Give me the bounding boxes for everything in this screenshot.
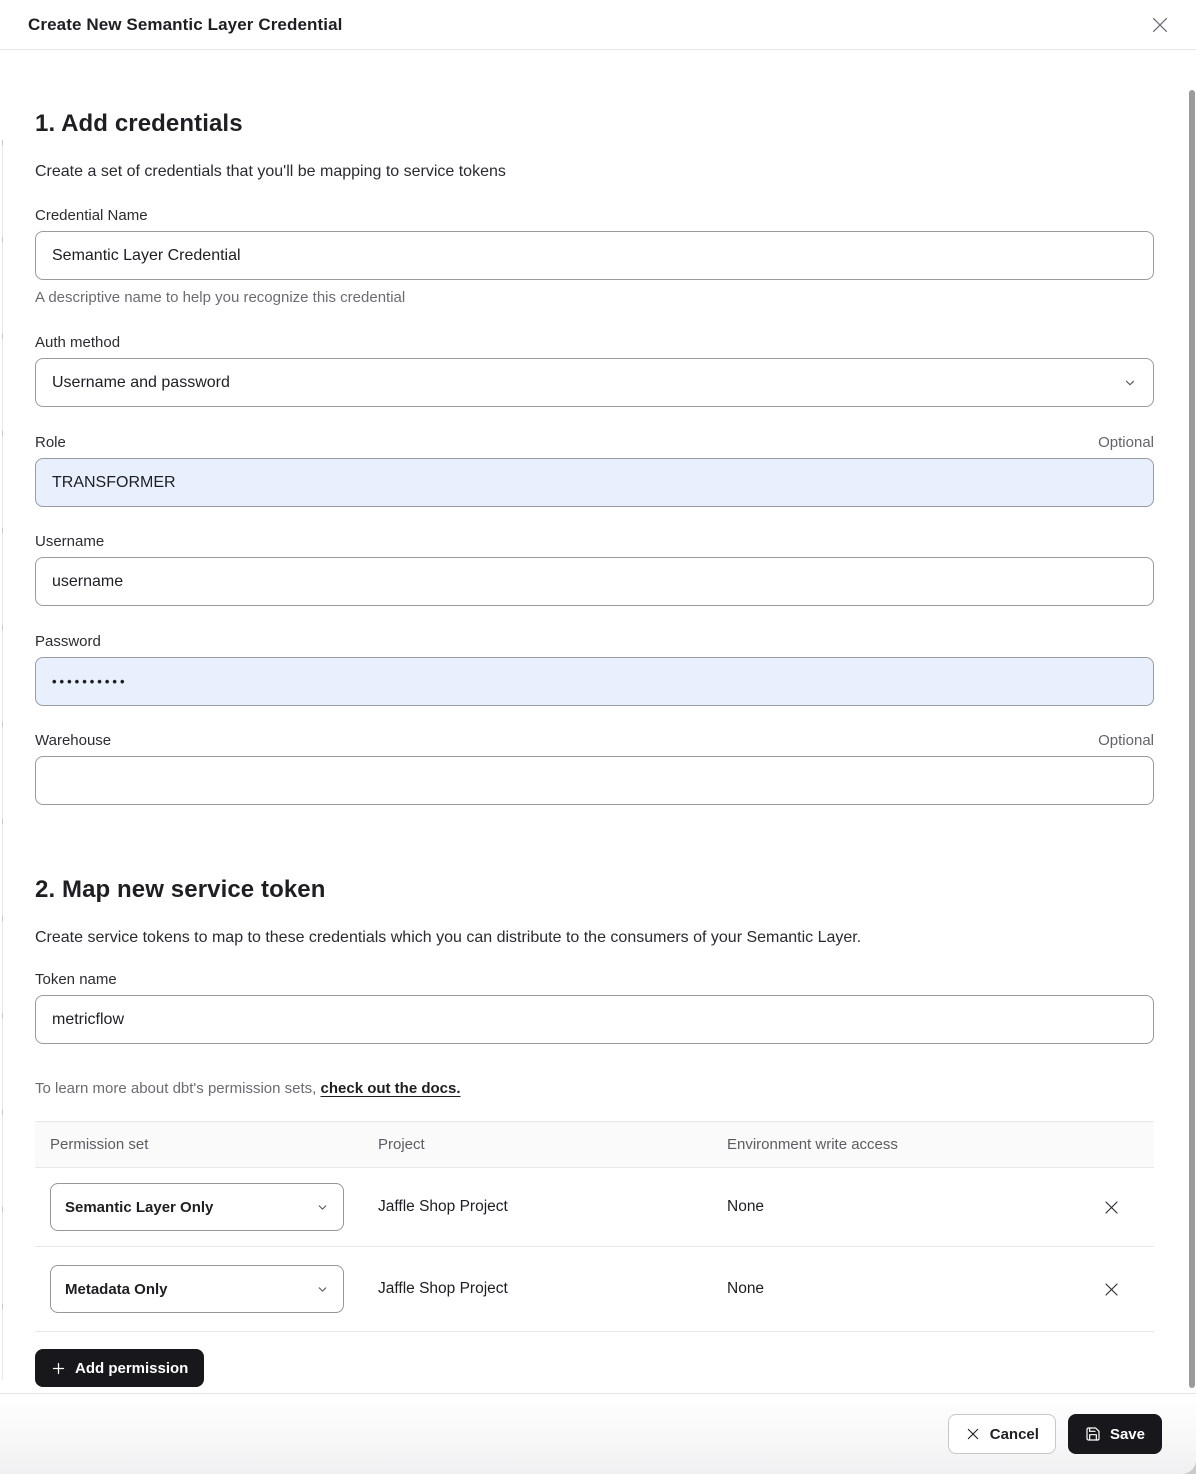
username-label: Username [35,533,105,550]
auth-method-value: Username and password [52,373,230,391]
modal-scrollbar[interactable] [1189,90,1195,1388]
role-label: Role [35,434,66,451]
chevron-down-icon [316,1283,329,1296]
plus-icon [51,1361,66,1376]
permission-set-value: Semantic Layer Only [65,1198,214,1216]
modal-header [0,0,1196,50]
close-button[interactable] [1144,9,1176,41]
save-label: Save [1109,1425,1145,1443]
save-button[interactable] [1068,1414,1162,1454]
auth-method-select[interactable] [35,358,1154,407]
project-cell: Jaffle Shop Project [378,1280,508,1297]
remove-row-button[interactable] [1093,1189,1129,1225]
chevron-down-icon [316,1201,329,1214]
cancel-button[interactable] [948,1414,1056,1454]
token-name-label: Token name [35,971,117,988]
remove-row-button[interactable] [1093,1271,1129,1307]
section1-description: Create a set of credentials that you'll be mapping to service tokens [35,163,506,180]
permissions-table-header [35,1122,1154,1168]
docs-link[interactable]: check out the docs. [320,1080,461,1097]
credential-name-label: Credential Name [35,207,148,224]
table-row [35,1247,1154,1332]
permission-set-select[interactable] [50,1183,344,1231]
table-row [35,1168,1154,1247]
password-input[interactable] [35,657,1154,706]
docs-note-text: To learn more about dbt's permission sets, [35,1080,321,1097]
permission-set-select[interactable] [50,1265,344,1313]
docs-note [35,1080,1154,1097]
env-access-cell: None [727,1280,765,1297]
save-icon [1085,1426,1101,1442]
warehouse-input[interactable] [35,756,1154,805]
section2-description: Create service tokens to map to these credentials which you can distribute to the consumers of your Semantic Layer. [35,929,862,946]
role-optional-tag: Optional [1098,434,1154,451]
close-icon [965,1426,981,1442]
close-icon [1102,1198,1121,1217]
warehouse-label: Warehouse [35,732,112,749]
project-cell: Jaffle Shop Project [378,1198,508,1215]
column-header-project: Project [378,1136,425,1153]
close-icon [1102,1280,1121,1299]
add-permission-label: Add permission [75,1359,189,1377]
cancel-label: Cancel [989,1425,1039,1443]
token-name-input[interactable] [35,995,1154,1044]
permission-set-value: Metadata Only [65,1280,168,1298]
close-icon [1149,14,1171,36]
role-input[interactable] [35,458,1154,507]
env-access-cell: None [727,1198,765,1215]
section1-heading: 1. Add credentials [35,110,243,137]
warehouse-optional-tag: Optional [1098,732,1154,749]
modal-footer [0,1393,1196,1474]
add-permission-button[interactable] [35,1349,204,1387]
password-label: Password [35,633,101,650]
permissions-table [35,1121,1154,1332]
username-input[interactable] [35,557,1154,606]
auth-method-label: Auth method [35,334,121,351]
chevron-down-icon [1123,376,1137,390]
modal-title: Create New Semantic Layer Credential [28,14,343,34]
modal-body [0,110,1196,1387]
credential-name-helper: A descriptive name to help you recognize this credential [35,289,406,306]
column-header-env-access: Environment write access [727,1136,898,1153]
column-header-permission-set: Permission set [50,1136,149,1153]
section2-heading: 2. Map new service token [35,876,326,903]
credential-name-input[interactable] [35,231,1154,280]
